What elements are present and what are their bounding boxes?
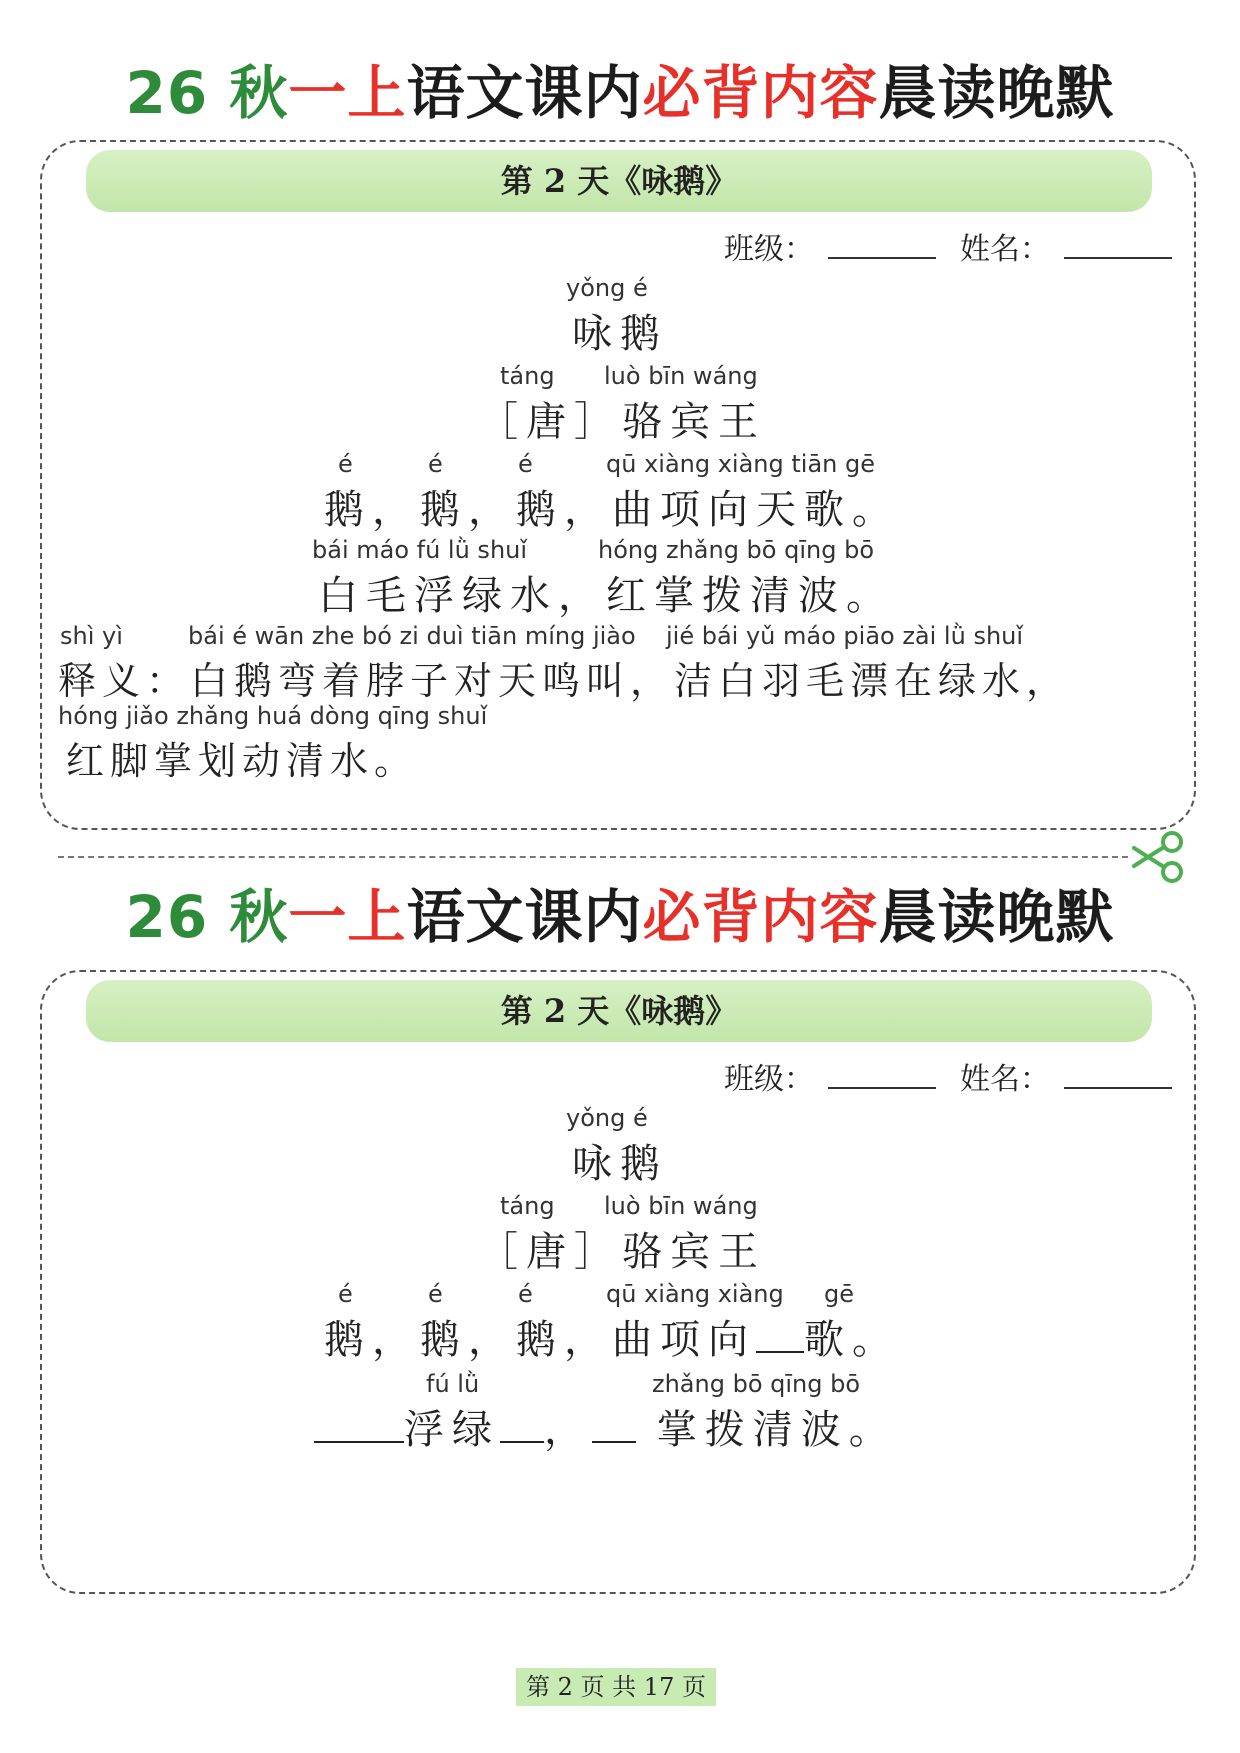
title-subject: 语文课内 <box>406 883 643 951</box>
author-pinyin-name: luò bīn wáng <box>604 362 758 390</box>
poem-title-pinyin: yǒng é <box>566 1104 648 1132</box>
title-tail: 晨读晚默 <box>878 883 1115 951</box>
line2-pinyin-2: zhǎng bō qīng bō <box>652 1370 861 1398</box>
class-label: 班级： <box>724 1062 814 1097</box>
name-blank[interactable] <box>1064 1063 1172 1089</box>
fill-blank-hong[interactable] <box>592 1433 636 1443</box>
poem-title-pinyin: yǒng é <box>566 274 648 302</box>
day-banner: 第 2 天《咏鹅》 <box>86 150 1152 212</box>
line2-text-a: 浮绿 <box>404 1407 500 1453</box>
meaning-pinyin-3: jié bái yǔ máo piāo zài lǜ shuǐ <box>666 622 1024 650</box>
poem-card-top <box>40 140 1196 830</box>
line1-pinyin-1: é <box>338 450 353 478</box>
author-pinyin-dynasty: táng <box>500 1192 555 1220</box>
meaning2-pinyin: hóng jiǎo zhǎng huá dòng qīng shuǐ <box>58 702 488 730</box>
poem-title: 咏鹅 <box>572 311 668 357</box>
line2-pinyin-1: fú lǜ <box>426 1370 480 1398</box>
line1-pinyin-3: é <box>518 450 533 478</box>
day-banner: 第 2 天《咏鹅》 <box>86 980 1152 1042</box>
title-highlight: 必背内容 <box>642 883 879 951</box>
scissors-icon <box>1128 826 1190 888</box>
name-blank[interactable] <box>1064 233 1172 259</box>
poem-line-1-fill <box>324 1308 900 1365</box>
line2-pinyin-1: bái máo fú lǜ shuǐ <box>312 536 528 564</box>
poem-line-2-fill <box>314 1398 897 1455</box>
cut-line <box>58 856 1128 858</box>
title-highlight: 必背内容 <box>642 59 879 127</box>
title-grade: 一上 <box>288 883 407 951</box>
title-qiu: 秋 <box>229 883 289 951</box>
fill-blank-shui[interactable] <box>500 1433 544 1443</box>
title-qiu: 秋 <box>229 59 289 127</box>
meaning-text: 释义：白鹅弯着脖子对天鸣叫，洁白羽毛漂在绿水， <box>58 659 1071 703</box>
title-grade: 一上 <box>288 59 407 127</box>
author-pinyin-dynasty: táng <box>500 362 555 390</box>
poem-line-2: 白毛浮绿水，红掌拨清波。 <box>318 573 894 619</box>
poem-line-1: 鹅，鹅，鹅，曲项向天歌。 <box>324 487 900 533</box>
line2-text-b: ， <box>544 1407 592 1453</box>
title-subject: 语文课内 <box>406 59 643 127</box>
page-title-bottom <box>0 882 1240 952</box>
line1-pinyin-2: é <box>428 450 443 478</box>
poem-author: ［唐］骆宾王 <box>478 399 766 445</box>
line2-pinyin-2: hóng zhǎng bō qīng bō <box>598 536 874 564</box>
title-num: 26 <box>125 59 230 127</box>
author-pinyin-name: luò bīn wáng <box>604 1192 758 1220</box>
class-name-line <box>724 224 1172 268</box>
class-blank[interactable] <box>828 1063 936 1089</box>
title-num: 26 <box>125 883 230 951</box>
fill-blank-tian[interactable] <box>756 1343 804 1353</box>
class-name-line <box>724 1054 1172 1098</box>
line1-pinyin-3: é <box>518 1280 533 1308</box>
poem-author: ［唐］骆宾王 <box>478 1229 766 1275</box>
name-label: 姓名： <box>960 1062 1050 1097</box>
line1-pinyin-5: gē <box>824 1280 854 1308</box>
class-label: 班级： <box>724 232 814 267</box>
meaning-text-2: 红脚掌划动清水。 <box>66 739 419 783</box>
fill-blank-baimao[interactable] <box>314 1433 404 1443</box>
class-blank[interactable] <box>828 233 936 259</box>
page-footer: 第 2 页 共 17 页 <box>516 1668 716 1706</box>
line2-text-c: 掌拨清波。 <box>656 1407 897 1453</box>
name-label: 姓名： <box>960 232 1050 267</box>
meaning-pinyin-1: shì yì <box>60 622 123 650</box>
page-title-top <box>0 58 1240 128</box>
line1-pinyin-4: qū xiàng xiàng <box>606 1280 784 1308</box>
line1-text-b: 歌。 <box>804 1317 900 1363</box>
line1-pinyin-2: é <box>428 1280 443 1308</box>
line1-text-a: 鹅，鹅，鹅，曲项向 <box>324 1317 756 1363</box>
poem-title: 咏鹅 <box>572 1141 668 1187</box>
line1-pinyin-4: qū xiàng xiàng tiān gē <box>606 450 876 478</box>
poem-card-bottom <box>40 970 1196 1594</box>
meaning-pinyin-2: bái é wān zhe bó zi duì tiān míng jiào <box>188 622 636 650</box>
title-tail: 晨读晚默 <box>878 59 1115 127</box>
line1-pinyin-1: é <box>338 1280 353 1308</box>
